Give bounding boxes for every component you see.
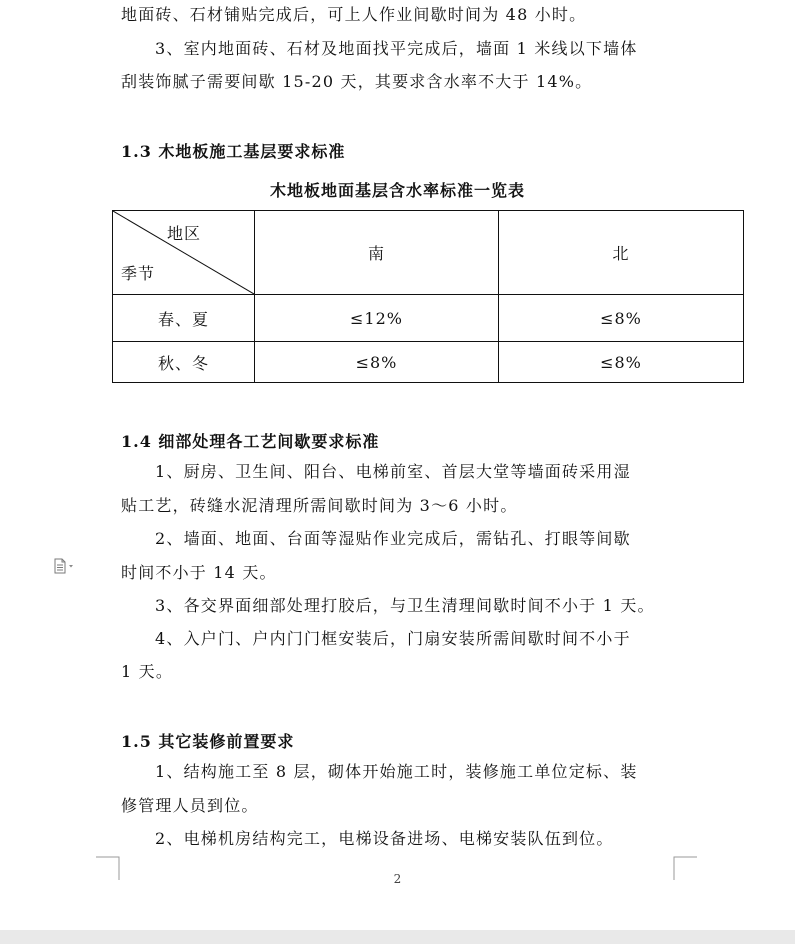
table-row [113,295,744,342]
north-value-cell: ≤8% [499,295,744,342]
south-value-cell: ≤8% [255,342,499,383]
moisture-standard-table [112,210,744,383]
table-header-row [113,211,744,295]
paragraph-line: 3、室内地面砖、石材及地面找平完成后，墙面 1 米线以下墙体 [155,39,638,58]
paragraph-line: 2、墙面、地面、台面等湿贴作业完成后，需钻孔、打眼等间歇 [155,529,631,548]
paragraph-line: 时间不小于 14 天。 [121,563,277,582]
table-row [113,342,744,383]
paragraph-line: 4、入户门、户内门门框安装后，门扇安装所需间歇时间不小于 [155,629,631,648]
corner-label-season: 季节 [121,264,156,283]
paragraph-line: 3、各交界面细部处理打胶后，与卫生清理间歇时间不小于 1 天。 [155,596,655,615]
page-gap [0,930,795,944]
paragraph-line: 1、结构施工至 8 层，砌体开始施工时，装修施工单位定标、装 [155,762,638,781]
paragraph-line: 2、电梯机房结构完工，电梯设备进场、电梯安装队伍到位。 [155,829,614,848]
paragraph-line: 1 天。 [121,662,174,681]
table-corner-cell [113,211,255,295]
paragraph-line: 地面砖、石材铺贴完成后，可上人作业间歇时间为 48 小时。 [121,5,587,24]
south-value-cell: ≤12% [255,295,499,342]
table-title: 木地板地面基层含水率标准一览表 [269,181,525,200]
section-heading-1-3: 1.3 木地板施工基层要求标准 [121,142,346,161]
document-icon[interactable] [54,558,78,574]
season-cell: 秋、冬 [113,342,255,383]
paragraph-line: 修管理人员到位。 [121,796,259,815]
corner-label-region: 地区 [167,224,202,243]
season-cell: 春、夏 [113,295,255,342]
page-number: 2 [393,872,402,886]
paragraph-line: 刮装饰腻子需要间歇 15-20 天，其要求含水率不大于 14%。 [121,72,593,91]
column-header-north: 北 [499,211,744,295]
section-heading-1-5: 1.5 其它装修前置要求 [121,732,295,751]
paragraph-line: 1、厨房、卫生间、阳台、电梯前室、首层大堂等墙面砖采用湿 [155,462,631,481]
column-header-south: 南 [255,211,499,295]
north-value-cell: ≤8% [499,342,744,383]
paragraph-line: 贴工艺，砖缝水泥清理所需间歇时间为 3～6 小时。 [121,496,518,515]
section-heading-1-4: 1.4 细部处理各工艺间歇要求标准 [121,432,380,451]
